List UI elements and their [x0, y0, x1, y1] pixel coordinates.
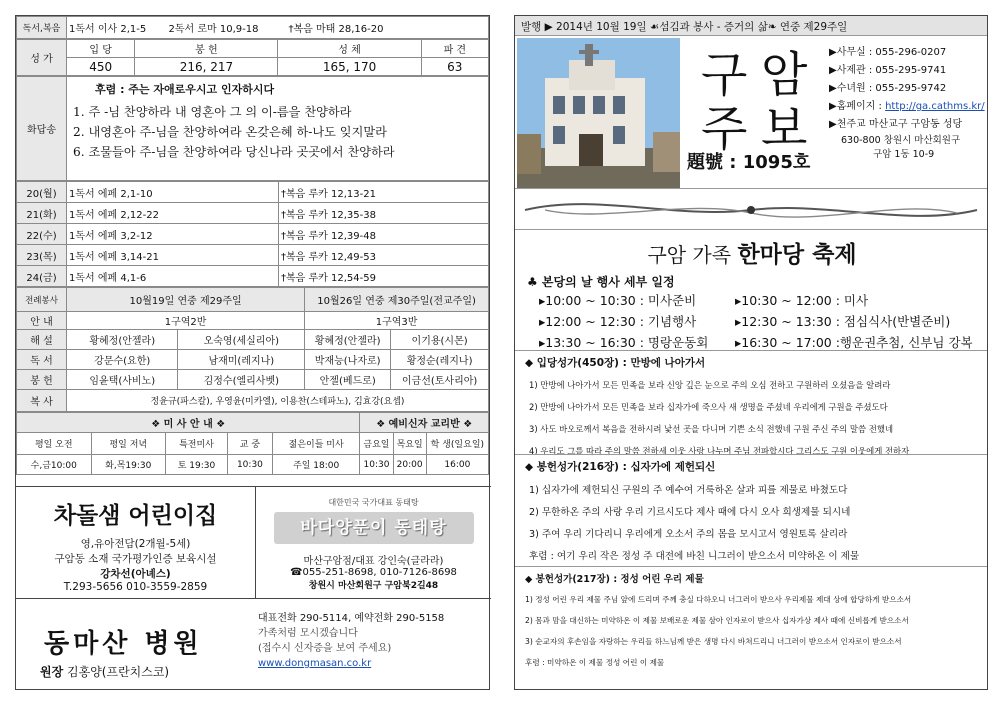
- schedule-item: ▸16:30 ~ 17:00 :행운권추첨, 신부님 강복: [735, 335, 973, 350]
- mass-time: 화,목19:30: [91, 455, 166, 475]
- daily-gospel: †복음 루카 12,13-21: [279, 182, 489, 203]
- service-cell: 1구역3반: [305, 312, 489, 330]
- day-label: 23(목): [17, 245, 67, 266]
- title-char: 보: [761, 101, 808, 157]
- service-cell: 오숙영(세실리아): [178, 330, 305, 350]
- mass-header: 금요일: [360, 433, 393, 455]
- mass-time: 주일 18:00: [272, 455, 359, 475]
- service-label: 전례봉사: [17, 288, 67, 312]
- day-label: 24(금): [17, 266, 67, 287]
- service-date-2: 10월26일 연중 제30주일(전교주일): [305, 288, 489, 312]
- hospital-ad: [16, 598, 491, 691]
- service-row-label: 안 내: [17, 312, 67, 330]
- mass-header: 젊은이들 미사: [272, 433, 359, 455]
- hymn-line: 1) 만방에 나아가서 모든 민족을 보라 신앙 깊은 눈으로 주의 오심 전하고 구원하러 오셨음을 알려라: [529, 380, 891, 390]
- hymn-line: 1) 십자가에 제헌되신 구원의 주 예수여 거룩하온 살과 피를 제물로 바쳤도다: [529, 485, 848, 496]
- hymn-line: 3) 순교자의 후손임을 자랑하는 우리들 하느님께 받은 생명 다시 바쳐드리니 너그러이 받으소서 인자로이 받으소서: [525, 637, 902, 646]
- daily-readings-table: [16, 181, 489, 287]
- mass-header: 평일 오전: [17, 433, 92, 455]
- hymn-entrance: [515, 350, 987, 462]
- title-char: 암: [761, 47, 808, 103]
- contact-line: 630-800 창원시 마산회원구: [841, 135, 961, 146]
- hymn-line: 2) 만방에 나아가서 모든 민족을 보라 십자가에 죽으사 새 생명을 주셨네 우리에게 구원을 주셨도다: [529, 402, 888, 412]
- service-cell: 이금선(토사리아): [391, 370, 489, 390]
- hospital-url[interactable]: www.dongmasan.co.kr: [258, 658, 372, 669]
- contact-info: [829, 44, 985, 162]
- hymn-line: 4) 우리도 그를 따라 주의 말씀 전하세 이웃 사랑 나누며 주님 전파합시다 그리스도 구원 이웃에게 전하자: [529, 446, 910, 456]
- service-row-label: 봉 헌: [17, 370, 67, 390]
- festival-section: [523, 234, 981, 350]
- reading-1: 1독서 이사 2,1-5: [67, 17, 167, 39]
- hospital-note: (접수시 신자증을 보여 주세요): [258, 643, 392, 654]
- attendance-value: 165, 170: [278, 58, 421, 76]
- mass-time: 10:30: [360, 455, 393, 475]
- daycare-line: 강차선(아녜스): [100, 568, 171, 580]
- restaurant-ad: [256, 486, 491, 598]
- attendance-value: 450: [67, 58, 135, 76]
- church-photo: [517, 38, 680, 188]
- chant-line: 1. 주 -님 찬양하라 내 영혼아 그 의 이-름을 찬양하라: [73, 105, 352, 119]
- service-cell: 이기용(시몬): [391, 330, 489, 350]
- readings-table: [16, 16, 489, 39]
- mass-header: 목요일: [393, 433, 426, 455]
- restaurant-logo: 바다양푼이 동태탕: [274, 512, 474, 544]
- mass-time: 수,금10:00: [17, 455, 92, 475]
- mass-header: 학 생(일요일): [426, 433, 488, 455]
- hymn-line: 1) 정성 어린 우리 제물 주님 앞에 드리며 주께 충실 다하오니 너그러이 받으사 우리제물 제대 상에 합당하게 받으소서: [525, 595, 912, 604]
- daily-gospel: †복음 루카 12,39-48: [279, 224, 489, 245]
- service-cell: 강문수(요한): [67, 350, 178, 370]
- contact-line: ▶수녀원 : 055-295-9742: [829, 83, 947, 94]
- hymn-title: ◆ 봉헌성가(216장) : 십자가에 제헌되신: [525, 461, 716, 473]
- attendance-header: 파 견: [421, 40, 488, 58]
- restaurant-line: 마산구암점/대표 강인숙(글라라): [303, 556, 444, 567]
- schedule-item: ▸13:30 ~ 16:30 : 명랑운동회: [539, 335, 709, 350]
- service-cell: 남재미(레지나): [178, 350, 305, 370]
- hospital-name: 동마산 병원: [44, 629, 203, 659]
- mass-time: 10:30: [227, 455, 272, 475]
- daily-reading: 1독서 에페 2,12-22: [67, 203, 279, 224]
- title-char: 주: [701, 101, 748, 157]
- gospel: †복음 마태 28,16-20: [287, 17, 489, 39]
- issue-header: 발행 ▶ 2014년 10월 19일 ☙섬김과 봉사 - 증거의 삶❧ 연중 제29주일: [515, 16, 987, 36]
- director-label: 원장: [40, 665, 64, 679]
- chant-label: 화답송: [17, 77, 67, 181]
- hymn-line: 3) 주여 우리 기다리니 우리에게 오소서 주의 몸을 모시고서 영원토록 살리라: [529, 529, 848, 540]
- hymn-offertory-1: [515, 454, 987, 566]
- daycare-ad: [16, 486, 256, 598]
- issue-number: 1095호: [742, 152, 811, 173]
- attendance-header: 성 체: [278, 40, 421, 58]
- daily-reading: 1독서 에페 2,1-10: [67, 182, 279, 203]
- schedule-item: ▸12:00 ~ 12:30 : 기념행사: [539, 314, 697, 329]
- day-label: 22(수): [17, 224, 67, 245]
- service-row-label: 독 서: [17, 350, 67, 370]
- daycare-phone: T.293-5656 010-3559-2859: [63, 581, 208, 593]
- service-cell: 임윤택(사비노): [67, 370, 178, 390]
- service-cell: 안젤(베드로): [305, 370, 391, 390]
- mass-title: ❖ 미 사 안 내 ❖: [17, 413, 360, 433]
- chant-line: 2. 내영혼아 주-님을 찬양하여라 온갖은혜 하-나도 잊지말라: [73, 125, 387, 139]
- schedule-item: ▸10:00 ~ 10:30 : 미사준비: [539, 293, 697, 308]
- daycare-line: 구암동 소재 국가평가인증 보육시설: [54, 553, 217, 565]
- daily-gospel: †복음 루카 12,49-53: [279, 245, 489, 266]
- service-table: [16, 287, 489, 412]
- daycare-line: 영,유아전담(2개월-5세): [80, 538, 191, 550]
- mass-time: 16:00: [426, 455, 488, 475]
- attendance-label: 성 가: [17, 40, 67, 76]
- daily-reading: 1독서 에페 3,2-12: [67, 224, 279, 245]
- hymn-title: ◆ 봉헌성가(217장) : 정성 어린 우리 제물: [525, 574, 704, 585]
- hymn-offertory-2: [515, 566, 987, 673]
- contact-line: ▶홈페이지 :: [829, 101, 886, 112]
- festival-title: 구암 가족: [647, 243, 738, 267]
- service-cell: 박재능(나자로): [305, 350, 391, 370]
- hymn-title: ◆ 입당성가(450장) : 만방에 나아가서: [525, 357, 706, 369]
- day-label: 20(월): [17, 182, 67, 203]
- hymn-line: 후렴 : 미약하온 이 제물 정성 어린 이 제물: [525, 658, 665, 667]
- restaurant-phone: ☎055-251-8698, 010-7126-8698: [290, 567, 457, 578]
- service-row-label: 해 설: [17, 330, 67, 350]
- daily-reading: 1독서 에페 3,14-21: [67, 245, 279, 266]
- service-row-label: 복 사: [17, 390, 67, 412]
- daily-gospel: †복음 루카 12,35-38: [279, 203, 489, 224]
- catechumen-title: ❖ 예비신자 교리반 ❖: [360, 413, 489, 433]
- service-date-1: 10월19일 연중 제29주일: [67, 288, 305, 312]
- decorative-banner: [515, 188, 987, 230]
- issue-label: 題號 :: [687, 152, 737, 173]
- service-cell: 김정수(엘리사벳): [178, 370, 305, 390]
- hospital-slogan: 가족처럼 모시겠습니다: [258, 628, 358, 639]
- contact-line: 구암 1동 10-9: [873, 149, 935, 160]
- daily-gospel: †복음 루카 12,54-59: [279, 266, 489, 287]
- restaurant-tagline: 대한민국 국가대표 동태탕: [328, 498, 419, 507]
- mass-header: 특전미사: [166, 433, 228, 455]
- hospital-phone: 대표전화 290-5114, 예약전화 290-5158: [258, 613, 445, 624]
- daycare-name: 차돌샘 어린이집: [53, 503, 218, 529]
- chant-table: [16, 76, 489, 181]
- daily-reading: 1독서 에페 4,1-6: [67, 266, 279, 287]
- homepage-link[interactable]: http://ga.cathms.kr/: [885, 101, 985, 112]
- left-page: [15, 15, 490, 690]
- contact-line: ▶사무실 : 055-296-0207: [829, 47, 947, 58]
- festival-subtitle: ♣ 본당의 날 행사 세부 일정: [527, 275, 675, 289]
- restaurant-address: 창원시 마산회원구 구암북2길48: [308, 581, 439, 591]
- attendance-table: [16, 39, 489, 76]
- attendance-header: 봉 헌: [135, 40, 278, 58]
- service-cell: 정윤규(파스칼), 우영윤(미카엘), 이용찬(스테파노), 김효강(요셉): [67, 390, 489, 412]
- hymn-line: 2) 무한하온 주의 사랑 우리 기르시도다 제사 때에 다시 오사 희생제물 되시네: [529, 507, 851, 518]
- ornament-icon: [515, 189, 987, 231]
- service-cell: 황혜정(안젤라): [305, 330, 391, 350]
- hymn-line: 후렴 : 여기 우리 작은 정성 주 대전에 바친 니그러이 받으소서 미약하온 이 제물: [529, 551, 860, 562]
- service-cell: 1구역2반: [67, 312, 305, 330]
- day-label: 21(화): [17, 203, 67, 224]
- mass-header: 평일 저녁: [91, 433, 166, 455]
- hymn-line: 2) 몸과 맘을 대신하는 미약하온 이 제물 보배로운 제물 삼아 인자로이 받으사 십자가상 제사 때에 신비롭게 받으소서: [525, 616, 909, 625]
- title-char: 구: [701, 47, 748, 103]
- mass-table: [16, 412, 489, 475]
- service-cell: 황혜정(안젤라): [67, 330, 178, 350]
- mass-header: 교 중: [227, 433, 272, 455]
- chant-refrain: 후렴 : 주는 자애로우시고 인자하시다: [95, 83, 275, 96]
- director-name: 김홍양(프란치스코): [67, 665, 170, 679]
- chant-line: 6. 조물들아 주-님을 찬양하여라 당신나라 곳곳에서 찬양하라: [73, 145, 395, 159]
- hymn-line: 3) 사도 바오로께서 복음을 전하시려 낯선 곳을 다니며 기쁜 소식 전했네 구원 주신 주의 말씀 전했네: [529, 424, 894, 434]
- contact-line: ▶천주교 마산교구 구암동 성당: [829, 119, 963, 130]
- attendance-header: 입 당: [67, 40, 135, 58]
- right-page: [514, 15, 988, 690]
- reading-2: 2독서 로마 10,9-18: [167, 17, 287, 39]
- service-cell: 황정순(레지나): [391, 350, 489, 370]
- mass-time: 20:00: [393, 455, 426, 475]
- readings-label: 독서,복음: [17, 17, 67, 39]
- church-building-image: [517, 38, 680, 188]
- attendance-value: 216, 217: [135, 58, 278, 76]
- mass-time: 토 19:30: [166, 455, 228, 475]
- schedule-item: ▸10:30 ~ 12:00 : 미사: [735, 293, 869, 308]
- attendance-value: 63: [421, 58, 488, 76]
- festival-title-bold: 한마당 축제: [737, 242, 857, 268]
- schedule-item: ▸12:30 ~ 13:30 : 점심식사(반별준비): [735, 314, 951, 329]
- contact-line: ▶사제관 : 055-295-9741: [829, 65, 947, 76]
